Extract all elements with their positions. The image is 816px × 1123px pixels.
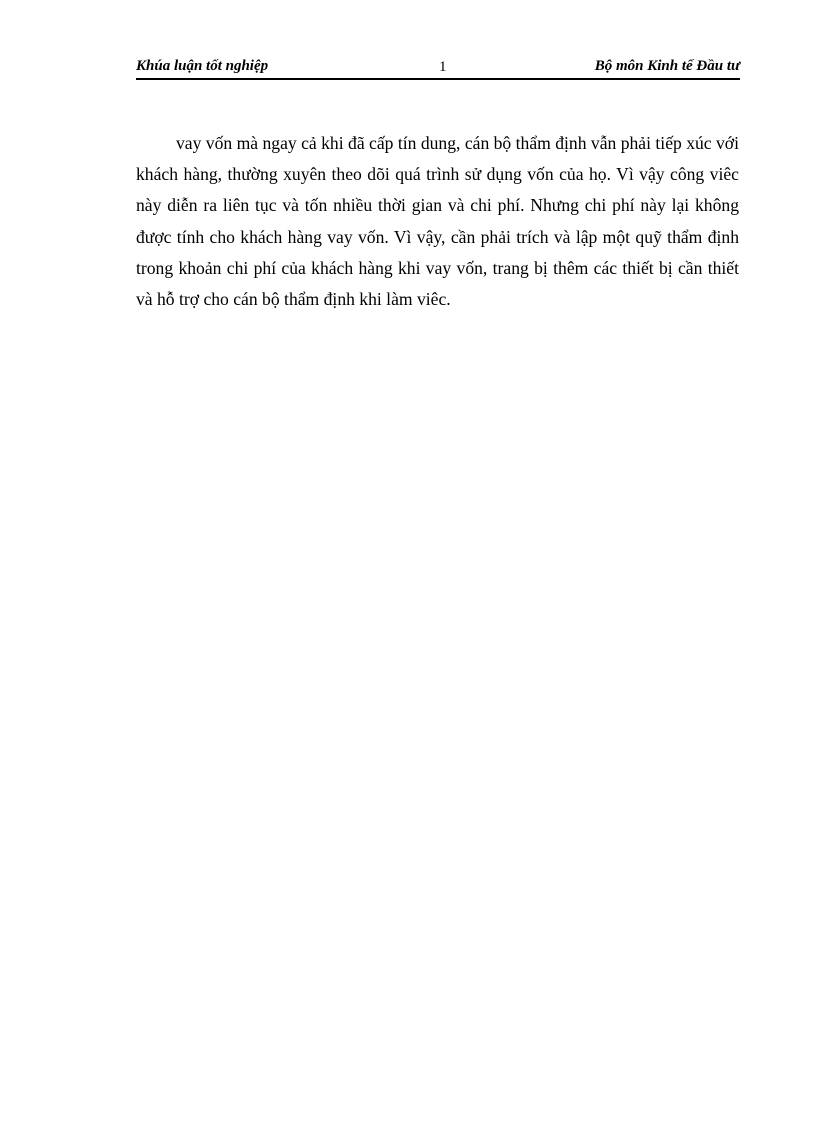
- body-paragraph: vay vốn mà ngay cả khi đã cấp tín dung, cán bộ thẩm định vẫn phải tiếp xúc với khách hàng, thường xuyên theo dõi quá trình sử dụng vốn của họ. Vì vậy công viêc này diễn ra liên tục và tốn nhiều thời gian và chi phí. Nhưng chi phí này lại không được tính cho khách hàng vay vốn. Vì vậy, cần phải trích và lập một quỹ thẩm định trong khoản chi phí của khách hàng khi vay vốn, trang bị thêm các thiết bị cần thiết và hỗ trợ cho cán bộ thẩm định khi làm viêc.: [136, 133, 739, 310]
- header-thesis-title: Khúa luận tốt nghiệp: [136, 58, 269, 74]
- header-department: Bộ môn Kinh tế Đầu tư: [594, 58, 740, 74]
- page-number: 1: [439, 59, 447, 75]
- page-header: [136, 56, 740, 80]
